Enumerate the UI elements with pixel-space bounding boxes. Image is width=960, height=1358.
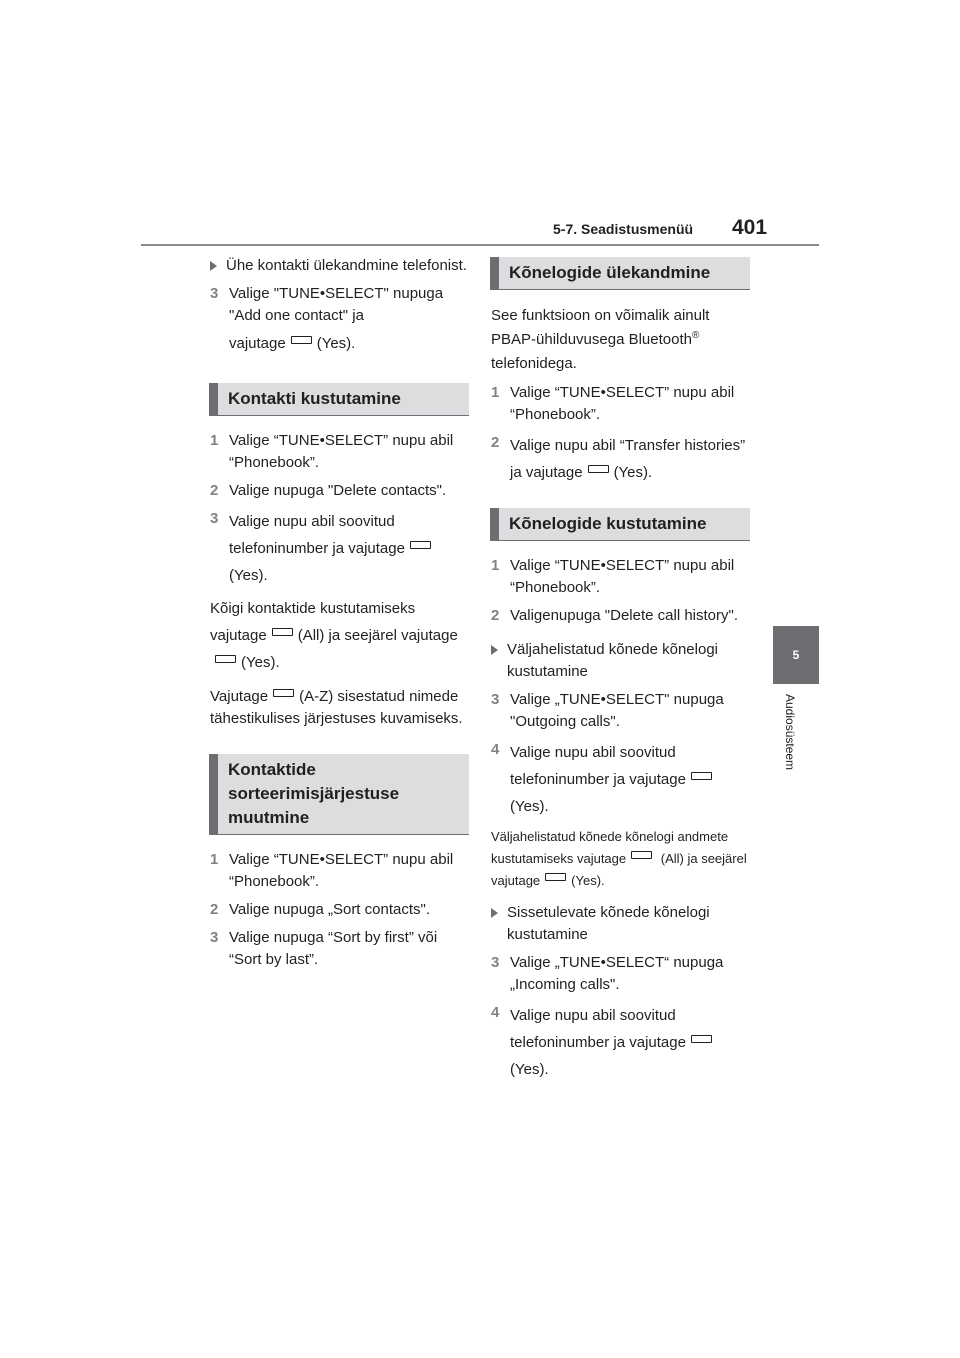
heading-delete-logs: Kõnelogide kustutamine (490, 508, 750, 541)
triangle-bullet-icon (491, 645, 498, 655)
button-icon (545, 873, 566, 881)
bullet-incoming: Sissetulevate kõnede kõnelogi kustutamine (488, 902, 750, 946)
button-icon (588, 465, 609, 473)
outgoing-all-note: Väljahelistatud kõnede kõnelogi andmete kustutamiseks vajutage (All) ja seejärel vajutage (Yes). (491, 829, 747, 888)
heading-transfer-logs: Kõnelogide ülekandmine (490, 257, 750, 290)
chapter-tab (773, 626, 819, 684)
sort-step-2: 2 Valige nupuga „Sort contacts". (210, 901, 430, 918)
section-title: 5-7. Seadistusmenüü (553, 221, 694, 237)
transfer-step-2: 2 Valige nupu abil “Transfer histories” ja vajutage (Yes). (491, 434, 746, 481)
in-step-4: 4 Valige nupu abil soovitud telefoninumber ja vajutage(Yes). (488, 1002, 750, 1083)
out-step-4: 4 Valige nupu abil soovitud telefoninumber ja vajutage(Yes). (488, 739, 750, 820)
sort-step-1: 1 Valige “TUNE•SELECT” nupu abil “Phonebook”. (210, 851, 454, 890)
transfer-step-1: 1 Valige “TUNE•SELECT” nupu abil “Phonebook”. (491, 384, 735, 423)
button-icon (291, 336, 312, 344)
out-step-3: 3 Valige „TUNE•SELECT" nupuga "Outgoing calls". (491, 691, 724, 730)
triangle-bullet-icon (210, 261, 217, 271)
button-icon (215, 655, 236, 663)
button-icon (631, 851, 652, 859)
chapter-number: 5 (792, 648, 800, 662)
sort-step-3: 3 Valige nupuga “Sort by first” või “Sort by last”. (210, 929, 438, 968)
right-column (488, 255, 750, 1089)
dellog-step-2: 2 Valigenupuga "Delete call history". (491, 607, 739, 624)
step-add-one-contact: 3 Valige "TUNE•SELECT" nupuga "Add one contact" ja vajutage (Yes). (210, 285, 444, 352)
heading-delete-contact: Kontakti kustutamine (209, 383, 469, 416)
button-icon (410, 541, 431, 549)
heading-sort-order: Kontaktide sorteerimisjärjestuse muutmine (209, 754, 469, 835)
header-rule (141, 244, 819, 246)
dellog-step-1: 1 Valige “TUNE•SELECT” nupu abil “Phonebook”. (491, 557, 735, 596)
in-step-3: 3 Valige „TUNE•SELECT“ nupuga „Incoming calls". (491, 954, 724, 993)
az-note: Vajutage (A-Z) sisestatud nimede tähestikulises järjestuses kuvamiseks. (210, 688, 463, 727)
button-icon (691, 772, 712, 780)
delete-all-note: Kõigi kontaktide kustutamiseks vajutage (All) ja seejärel vajutage(Yes). (210, 600, 458, 671)
button-icon (273, 689, 294, 697)
page-number: 401 (732, 216, 768, 239)
bullet-one-contact: Ühe kontakti ülekandmine telefonist. (207, 255, 469, 277)
del-step-1: 1 Valige “TUNE•SELECT” nupu abil “Phonebook”. (210, 432, 454, 471)
button-icon (691, 1035, 712, 1043)
button-icon (272, 628, 293, 636)
chapter-label: Audiosüsteem (783, 694, 797, 771)
page-header (0, 0, 960, 250)
bullet-outgoing: Väljahelistatud kõnede kõnelogi kustutamine (488, 639, 750, 683)
del-step-3: 3 Valige nupu abil soovitud telefoninumber ja vajutage(Yes). (207, 508, 469, 589)
left-column (207, 255, 469, 977)
del-step-2: 2 Valige nupuga "Delete contacts". (210, 482, 447, 499)
triangle-bullet-icon (491, 908, 498, 918)
transfer-intro: See funktsioon on võimalik ainult PBAP-ühilduvusega Bluetooth® telefonidega. (491, 307, 710, 372)
